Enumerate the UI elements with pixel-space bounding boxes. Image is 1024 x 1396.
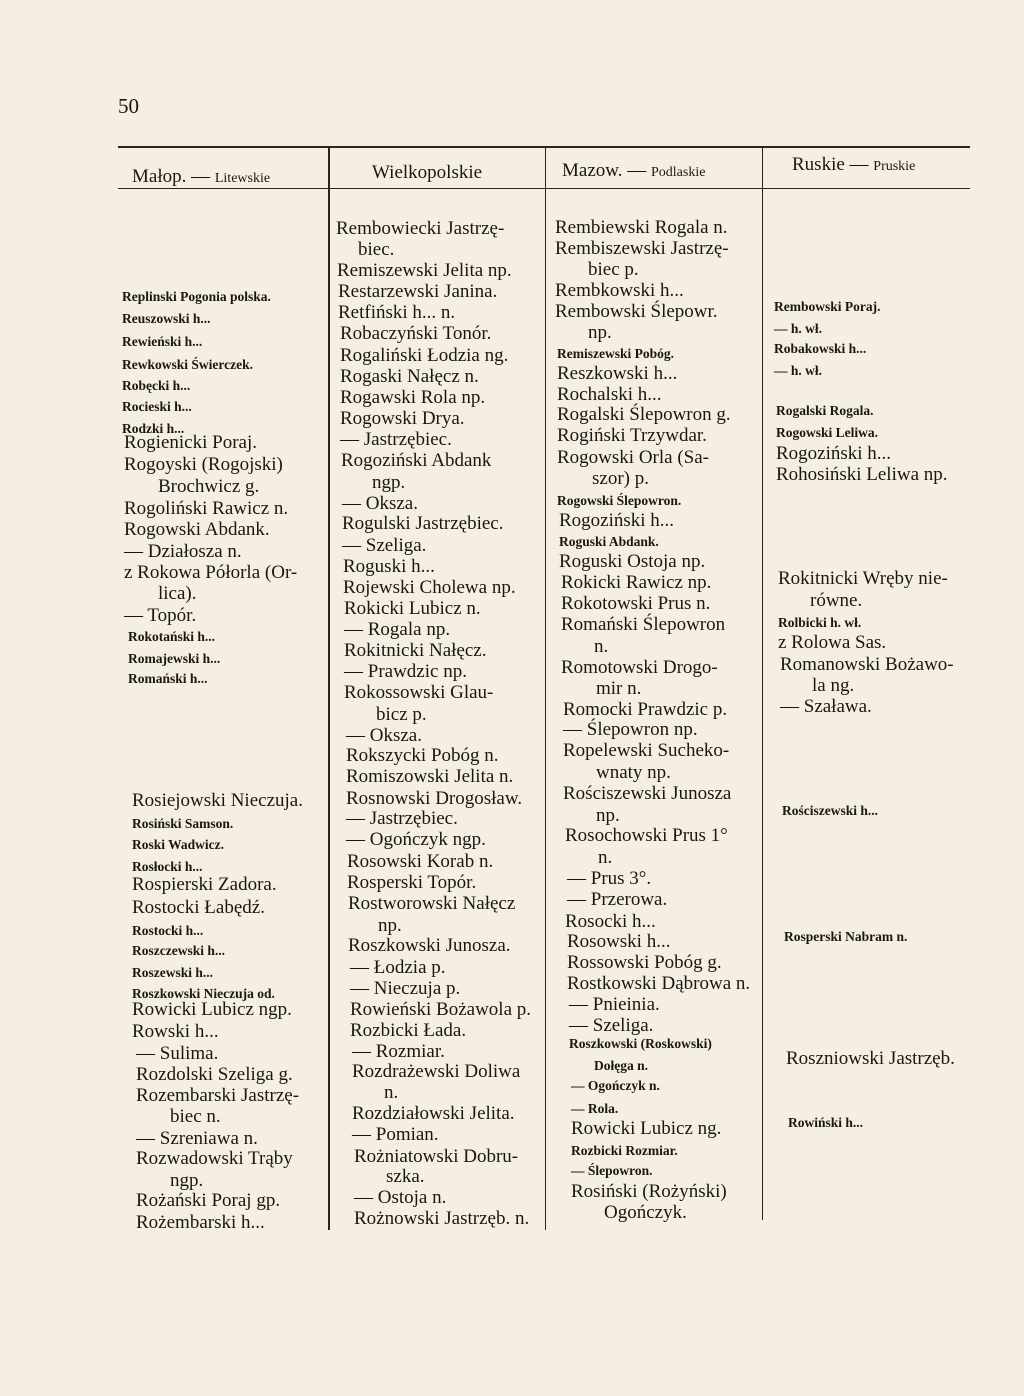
entry-ruskie-pruskie: Rohosiński Leliwa np. bbox=[776, 464, 948, 485]
entry-wielkopolskie: Rowieński Bożawola p. bbox=[350, 999, 532, 1020]
entry-ruskie-pruskie: Roszniowski Jastrzęb. bbox=[786, 1048, 955, 1069]
entry-mazow-podlaskie: Rosowski h... bbox=[567, 931, 671, 952]
entry-malop-litewskie: lica). bbox=[158, 583, 197, 604]
entry-malop-litewskie: Rostocki Łabędź. bbox=[132, 897, 265, 918]
entry-ruskie-pruskie: — h. wł. bbox=[774, 321, 823, 336]
entry-ruskie-pruskie: Romanowski Bożawo- bbox=[780, 654, 954, 675]
entry-mazow-podlaskie: Rogowski Ślepowron. bbox=[557, 493, 682, 508]
entry-wielkopolskie: — Szeliga. bbox=[342, 535, 427, 556]
entry-mazow-podlaskie: Roszkowski (Roskowski) bbox=[569, 1036, 712, 1051]
header-wielkopolskie-label: Wielkopolskie bbox=[372, 162, 483, 183]
entry-malop-litewskie: Rożański Poraj gp. bbox=[136, 1190, 281, 1211]
entry-wielkopolskie: Rogaski Nałęcz n. bbox=[340, 366, 479, 387]
header-separator: — bbox=[191, 166, 211, 187]
entry-mazow-podlaskie: wnaty np. bbox=[596, 762, 671, 783]
entry-mazow-podlaskie: Ropelewski Sucheko- bbox=[563, 740, 730, 761]
entry-wielkopolskie: szka. bbox=[386, 1166, 425, 1187]
header-ruskie-pruskie bbox=[792, 154, 915, 176]
header-bottom-rule bbox=[118, 188, 970, 189]
header-separator: — bbox=[627, 160, 647, 181]
entry-wielkopolskie: — Ostoja n. bbox=[354, 1187, 447, 1208]
entry-malop-litewskie: Rozembarski Jastrzę- bbox=[136, 1085, 300, 1106]
entry-mazow-podlaskie: Rokotowski Prus n. bbox=[561, 593, 711, 614]
entry-ruskie-pruskie: Rolbicki h. wł. bbox=[778, 615, 862, 630]
entry-malop-litewskie: Rowicki Lubicz ngp. bbox=[132, 999, 292, 1020]
entry-wielkopolskie: — Oksza. bbox=[342, 493, 418, 514]
column-divider-3 bbox=[762, 146, 763, 1220]
entry-ruskie-pruskie: Rogalski Rogala. bbox=[776, 403, 874, 418]
entry-mazow-podlaskie: Romocki Prawdzic p. bbox=[563, 699, 728, 720]
entry-mazow-podlaskie: Ogończyk. bbox=[604, 1202, 687, 1223]
entry-mazow-podlaskie: Roguski Ostoja np. bbox=[559, 551, 706, 572]
entry-wielkopolskie: Rokszycki Pobóg n. bbox=[346, 745, 499, 766]
entry-mazow-podlaskie: — Ślepowron np. bbox=[563, 719, 698, 740]
entry-malop-litewskie: Reuszowski h... bbox=[122, 311, 211, 326]
entry-wielkopolskie: Romiszowski Jelita n. bbox=[346, 766, 514, 787]
entry-malop-litewskie: Rocieski h... bbox=[122, 399, 192, 414]
header-pruskie: Pruskie bbox=[873, 159, 916, 174]
entry-wielkopolskie: Rogoziński Abdank bbox=[341, 450, 492, 471]
entry-malop-litewskie: Romański h... bbox=[128, 671, 208, 686]
entry-mazow-podlaskie: Rochalski h... bbox=[557, 384, 662, 405]
entry-wielkopolskie: bicz p. bbox=[376, 704, 427, 725]
entry-mazow-podlaskie: Rokicki Rawicz np. bbox=[561, 572, 712, 593]
entry-mazow-podlaskie: Rościszewski Junosza bbox=[563, 783, 732, 804]
entry-mazow-podlaskie: — Ślepowron. bbox=[571, 1163, 653, 1178]
entry-wielkopolskie: Rogawski Rola np. bbox=[340, 387, 486, 408]
header-mazow-podlaskie bbox=[562, 160, 705, 182]
entry-malop-litewskie: — Szreniawa n. bbox=[136, 1128, 258, 1149]
entry-ruskie-pruskie: Rembowski Poraj. bbox=[774, 299, 881, 314]
entry-malop-litewskie: Rowski h... bbox=[132, 1021, 219, 1042]
entry-malop-litewskie: Rokotański h... bbox=[128, 629, 216, 644]
entry-ruskie-pruskie: Rowiński h... bbox=[788, 1115, 864, 1130]
entry-malop-litewskie: Roski Wadwicz. bbox=[132, 837, 225, 852]
entry-wielkopolskie: Rostworowski Nałęcz bbox=[348, 893, 516, 914]
entry-malop-litewskie: Rogienicki Poraj. bbox=[124, 432, 257, 453]
entry-ruskie-pruskie: Robakowski h... bbox=[774, 341, 867, 356]
entry-malop-litewskie: Rospierski Zadora. bbox=[132, 874, 277, 895]
entry-wielkopolskie: np. bbox=[378, 915, 402, 936]
entry-ruskie-pruskie: Rogowski Leliwa. bbox=[776, 425, 879, 440]
header-ruskie: Ruskie bbox=[792, 154, 845, 175]
entry-mazow-podlaskie: — Prus 3°. bbox=[567, 868, 652, 889]
entry-malop-litewskie: Rozwadowski Trąby bbox=[136, 1148, 293, 1169]
entry-wielkopolskie: Rosperski Topór. bbox=[347, 872, 477, 893]
entry-wielkopolskie: Roguski h... bbox=[343, 556, 435, 577]
entry-wielkopolskie: Rogulski Jastrzębiec. bbox=[342, 513, 504, 534]
entry-mazow-podlaskie: mir n. bbox=[596, 678, 642, 699]
entry-mazow-podlaskie: Remiszewski Pobóg. bbox=[557, 346, 674, 361]
entry-wielkopolskie: — Rogala np. bbox=[344, 619, 451, 640]
entry-wielkopolskie: Rogaliński Łodzia ng. bbox=[340, 345, 509, 366]
entry-wielkopolskie: ngp. bbox=[372, 472, 406, 493]
entry-wielkopolskie: Remiszewski Jelita np. bbox=[337, 260, 512, 281]
entry-malop-litewskie: Rozdolski Szeliga g. bbox=[136, 1064, 293, 1085]
entry-malop-litewskie: Rogoliński Rawicz n. bbox=[124, 498, 289, 519]
entry-wielkopolskie: Rogowski Drya. bbox=[340, 408, 465, 429]
entry-wielkopolskie: Rojewski Cholewa np. bbox=[343, 577, 516, 598]
entry-wielkopolskie: biec. bbox=[358, 239, 395, 260]
entry-malop-litewskie: Roszczewski h... bbox=[132, 943, 225, 958]
entry-ruskie-pruskie: Rokitnicki Wręby nie- bbox=[778, 568, 948, 589]
entry-malop-litewskie: Rosiejowski Nieczuja. bbox=[132, 790, 303, 811]
entry-wielkopolskie: Rozbicki Łada. bbox=[350, 1020, 467, 1041]
entry-mazow-podlaskie: Rembkowski h... bbox=[555, 280, 684, 301]
entry-ruskie-pruskie: z Rolowa Sas. bbox=[778, 632, 887, 653]
entry-wielkopolskie: Restarzewski Janina. bbox=[338, 281, 498, 302]
header-malop: Małop. bbox=[132, 166, 187, 187]
page-number: 50 bbox=[118, 94, 139, 118]
entry-wielkopolskie: Rembowiecki Jastrzę- bbox=[336, 218, 505, 239]
entry-malop-litewskie: Rogoyski (Rogojski) bbox=[124, 454, 283, 475]
entry-malop-litewskie: — Topór. bbox=[124, 605, 197, 626]
entry-mazow-podlaskie: — Rola. bbox=[571, 1101, 619, 1116]
entry-malop-litewskie: Roszkowski Nieczuja od. bbox=[132, 986, 275, 1001]
entry-mazow-podlaskie: Rogoziński h... bbox=[559, 510, 675, 531]
entry-mazow-podlaskie: Rembiszewski Jastrzę- bbox=[555, 238, 729, 259]
entry-mazow-podlaskie: Rembowski Ślepowr. bbox=[555, 301, 718, 322]
entry-wielkopolskie: — Oksza. bbox=[346, 725, 422, 746]
entry-wielkopolskie: — Jastrzębiec. bbox=[346, 808, 458, 829]
entry-mazow-podlaskie: Rosochowski Prus 1° bbox=[565, 825, 728, 846]
entry-wielkopolskie: — Rozmiar. bbox=[352, 1041, 445, 1062]
entry-mazow-podlaskie: Rembiewski Rogala n. bbox=[555, 217, 728, 238]
entry-ruskie-pruskie: — h. wł. bbox=[774, 363, 823, 378]
entry-mazow-podlaskie: n. bbox=[594, 636, 609, 657]
entry-malop-litewskie: Rożembarski h... bbox=[136, 1212, 265, 1233]
entry-wielkopolskie: Rokossowski Glau- bbox=[344, 682, 494, 703]
entry-mazow-podlaskie: np. bbox=[588, 322, 612, 343]
entry-ruskie-pruskie: równe. bbox=[810, 590, 863, 611]
entry-mazow-podlaskie: — Pnieinia. bbox=[569, 994, 660, 1015]
header-top-rule bbox=[118, 146, 970, 148]
entry-mazow-podlaskie: — Ogończyk n. bbox=[571, 1078, 660, 1093]
header-wielkopolskie bbox=[372, 162, 482, 184]
entry-malop-litewskie: Replinski Pogonia polska. bbox=[122, 289, 271, 304]
entry-mazow-podlaskie: Rowicki Lubicz ng. bbox=[571, 1118, 722, 1139]
entry-mazow-podlaskie: Romotowski Drogo- bbox=[561, 657, 718, 678]
entry-mazow-podlaskie: Rosocki h... bbox=[565, 911, 656, 932]
entry-malop-litewskie: Rogowski Abdank. bbox=[124, 519, 270, 540]
column-divider-2 bbox=[545, 146, 546, 1230]
column-divider-1 bbox=[328, 146, 330, 1230]
entry-wielkopolskie: Rozdziałowski Jelita. bbox=[352, 1103, 515, 1124]
entry-wielkopolskie: Roszkowski Junosza. bbox=[348, 935, 511, 956]
entry-mazow-podlaskie: Rogalski Ślepowron g. bbox=[557, 404, 731, 425]
entry-malop-litewskie: z Rokowa Półorla (Or- bbox=[124, 562, 298, 583]
entry-wielkopolskie: — Nieczuja p. bbox=[350, 978, 461, 999]
entry-mazow-podlaskie: Rogiński Trzywdar. bbox=[557, 425, 707, 446]
entry-wielkopolskie: Rosnowski Drogosław. bbox=[346, 788, 523, 809]
entry-wielkopolskie: Rokitnicki Nałęcz. bbox=[344, 640, 487, 661]
entry-malop-litewskie: Rosłocki h... bbox=[132, 859, 203, 874]
header-litewskie: Litewskie bbox=[214, 171, 271, 186]
entry-malop-litewskie: Rewkowski Świerczek. bbox=[122, 357, 253, 372]
entry-mazow-podlaskie: Rossowski Pobóg g. bbox=[567, 952, 722, 973]
entry-mazow-podlaskie: Rogowski Orla (Sa- bbox=[557, 447, 709, 468]
entry-ruskie-pruskie: la ng. bbox=[812, 675, 855, 696]
entry-wielkopolskie: Rożnowski Jastrzęb. n. bbox=[354, 1208, 530, 1229]
entry-mazow-podlaskie: szor) p. bbox=[592, 468, 649, 489]
entry-wielkopolskie: — Prawdzic np. bbox=[344, 661, 467, 682]
entry-malop-litewskie: Roszewski h... bbox=[132, 965, 214, 980]
entry-mazow-podlaskie: — Przerowa. bbox=[567, 889, 668, 910]
entry-mazow-podlaskie: Rostkowski Dąbrowa n. bbox=[567, 973, 751, 994]
entry-wielkopolskie: — Pomian. bbox=[352, 1124, 439, 1145]
header-malop-litewskie bbox=[132, 166, 270, 188]
entry-malop-litewskie: Rodzki h... bbox=[122, 421, 185, 436]
entry-wielkopolskie: — Jastrzębiec. bbox=[340, 429, 452, 450]
entry-mazow-podlaskie: n. bbox=[598, 847, 613, 868]
entry-malop-litewskie: Rewieński h... bbox=[122, 334, 203, 349]
entry-ruskie-pruskie: — Szaława. bbox=[780, 696, 872, 717]
entry-malop-litewskie: — Sulima. bbox=[136, 1043, 219, 1064]
entry-malop-litewskie: Romajewski h... bbox=[128, 651, 221, 666]
header-podlaskie: Podlaskie bbox=[651, 165, 706, 180]
entry-malop-litewskie: Brochwicz g. bbox=[158, 476, 260, 497]
entry-wielkopolskie: — Ogończyk ngp. bbox=[346, 829, 486, 850]
entry-wielkopolskie: Rokicki Lubicz n. bbox=[344, 598, 481, 619]
entry-ruskie-pruskie: Rościszewski h... bbox=[782, 803, 879, 818]
entry-malop-litewskie: Rosiński Samson. bbox=[132, 816, 234, 831]
entry-malop-litewskie: biec n. bbox=[170, 1106, 221, 1127]
entry-ruskie-pruskie: Rosperski Nabram n. bbox=[784, 929, 908, 944]
entry-mazow-podlaskie: — Szeliga. bbox=[569, 1015, 654, 1036]
entry-wielkopolskie: Retfiński h... n. bbox=[338, 302, 456, 323]
header-mazow: Mazow. bbox=[562, 160, 623, 181]
entry-malop-litewskie: Rostocki h... bbox=[132, 923, 204, 938]
entry-malop-litewskie: — Działosza n. bbox=[124, 541, 242, 562]
entry-wielkopolskie: Rozdrażewski Doliwa bbox=[352, 1061, 521, 1082]
entry-wielkopolskie: Rożniatowski Dobru- bbox=[354, 1146, 519, 1167]
header-separator: — bbox=[849, 154, 869, 175]
entry-wielkopolskie: Rosowski Korab n. bbox=[347, 851, 494, 872]
entry-mazow-podlaskie: np. bbox=[596, 805, 620, 826]
entry-wielkopolskie: Robaczyński Tonór. bbox=[340, 323, 492, 344]
entry-mazow-podlaskie: Romański Ślepowron bbox=[561, 614, 726, 635]
entry-malop-litewskie: Robęcki h... bbox=[122, 378, 191, 393]
entry-ruskie-pruskie: Rogoziński h... bbox=[776, 443, 892, 464]
entry-mazow-podlaskie: biec p. bbox=[588, 259, 639, 280]
entry-wielkopolskie: n. bbox=[384, 1082, 399, 1103]
entry-mazow-podlaskie: Rozbicki Rozmiar. bbox=[571, 1143, 678, 1158]
entry-mazow-podlaskie: Reszkowski h... bbox=[557, 363, 678, 384]
entry-mazow-podlaskie: Rosiński (Rożyński) bbox=[571, 1181, 727, 1202]
entry-wielkopolskie: — Łodzia p. bbox=[350, 957, 446, 978]
entry-mazow-podlaskie: Roguski Abdank. bbox=[559, 534, 659, 549]
entry-malop-litewskie: ngp. bbox=[170, 1170, 204, 1191]
entry-mazow-podlaskie: Dołęga n. bbox=[594, 1058, 648, 1073]
